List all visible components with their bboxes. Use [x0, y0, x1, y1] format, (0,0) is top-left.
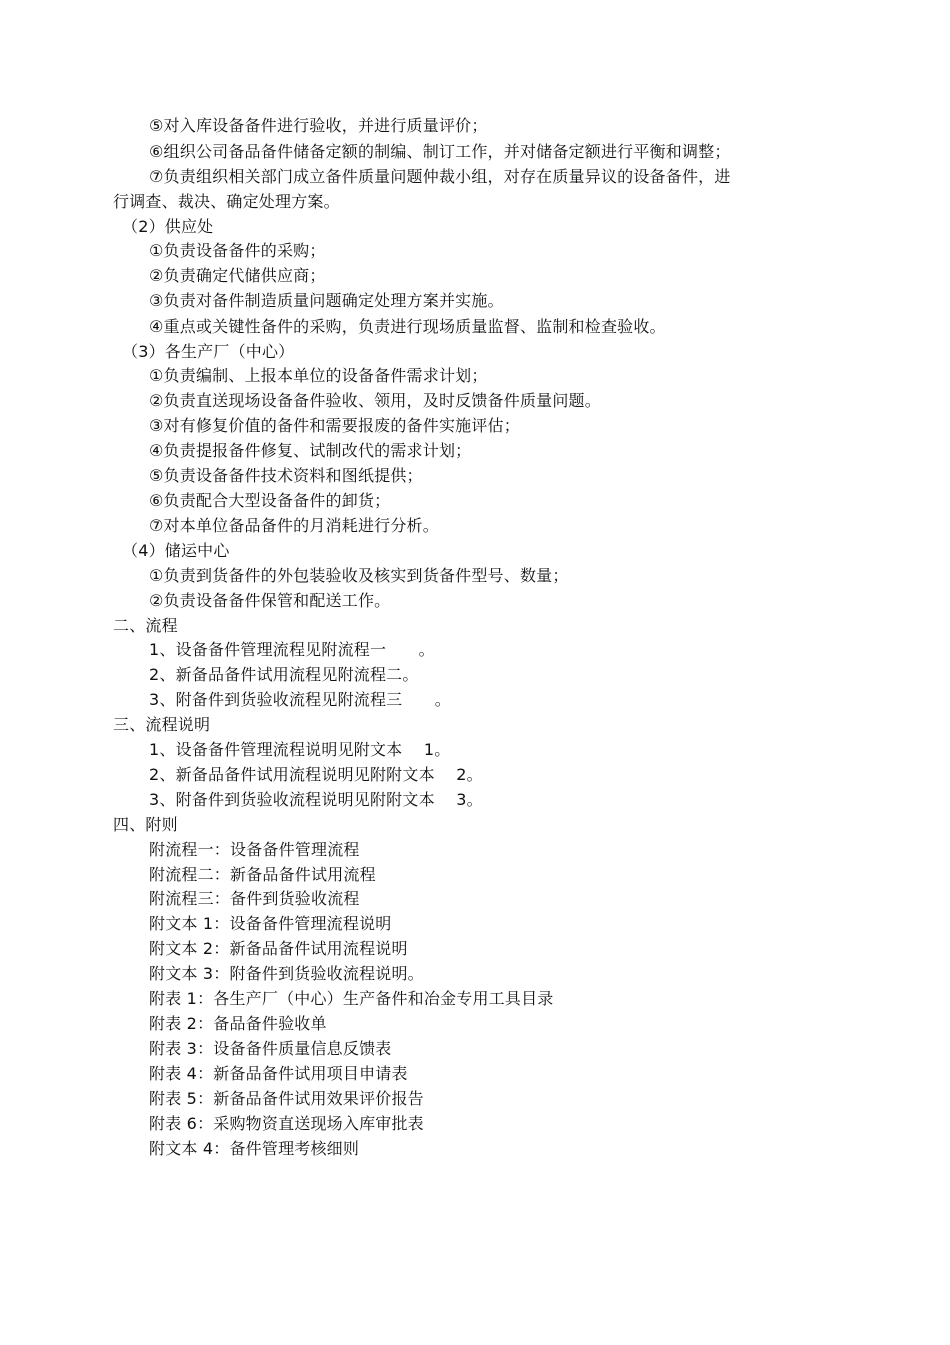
appendix-item: 附流程三：备件到货验收流程 — [149, 889, 360, 908]
text-line: ③负责对备件制造质量问题确定处理方案并实施。 — [149, 291, 504, 310]
appendix-item: 附文本 2：新备品备件试用流程说明 — [149, 939, 408, 958]
text-line: ①负责到货备件的外包装验收及核实到货备件型号、数量； — [149, 566, 569, 585]
appendix-item: 附表 3：设备备件质量信息反馈表 — [149, 1039, 392, 1058]
text-line: 2、新备品备件试用流程见附流程二。 — [149, 665, 419, 684]
text-line: 行调查、裁决、确定处理方案。 — [113, 192, 340, 211]
appendix-item: 附表 2：备品备件验收单 — [149, 1014, 327, 1033]
chapter-heading: 三、流程说明 — [113, 715, 211, 734]
text-line: ⑦负责组织相关部门成立备件质量问题仲裁小组，对存在质量异议的设备备件，进 — [149, 167, 731, 186]
text-line: 3、附备件到货验收流程见附流程三 。 — [149, 690, 451, 709]
text-line: ⑥组织公司备品备件储备定额的制编、制订工作，并对储备定额进行平衡和调整； — [149, 142, 731, 161]
text-line: ①负责编制、上报本单位的设备备件需求计划； — [149, 366, 488, 385]
chapter-heading: 二、流程 — [113, 616, 178, 635]
text-line: ①负责设备备件的采购； — [149, 241, 326, 260]
text-line: 3、附备件到货验收流程说明见附附文本 3。 — [149, 790, 483, 809]
appendix-item: 附文本 1：设备备件管理流程说明 — [149, 914, 392, 933]
appendix-item: 附流程一：设备备件管理流程 — [149, 840, 360, 859]
appendix-item: 附文本 4：备件管理考核细则 — [149, 1139, 360, 1158]
appendix-item: 附流程二：新备品备件试用流程 — [149, 865, 376, 884]
appendix-item: 附文本 3：附备件到货验收流程说明。 — [149, 964, 424, 983]
text-line: ②负责设备备件保管和配送工作。 — [149, 591, 391, 610]
text-line: ⑤对入库设备备件进行验收，并进行质量评价； — [149, 116, 488, 135]
appendix-item: 附表 4：新备品备件试用项目申请表 — [149, 1064, 408, 1083]
text-line: 1、设备备件管理流程见附流程一 。 — [149, 640, 435, 659]
text-line: ⑦对本单位备品备件的月消耗进行分析。 — [149, 516, 439, 535]
text-line: ④负责提报备件修复、试制改代的需求计划； — [149, 441, 472, 460]
section-heading: （4）储运中心 — [122, 541, 230, 560]
section-heading: （2）供应处 — [122, 217, 214, 236]
text-line: 2、新备品备件试用流程说明见附附文本 2。 — [149, 765, 483, 784]
text-line: ⑥负责配合大型设备备件的卸货； — [149, 491, 391, 510]
appendix-item: 附表 5：新备品备件试用效果评价报告 — [149, 1089, 424, 1108]
text-line: ⑤负责设备备件技术资料和图纸提供； — [149, 466, 423, 485]
text-line: ③对有修复价值的备件和需要报废的备件实施评估； — [149, 416, 520, 435]
text-line: ②负责确定代储供应商； — [149, 266, 326, 285]
appendix-item: 附表 1：各生产厂（中心）生产备件和冶金专用工具目录 — [149, 989, 554, 1008]
text-line: ②负责直送现场设备备件验收、领用，及时反馈备件质量问题。 — [149, 391, 601, 410]
appendix-item: 附表 6：采购物资直送现场入库审批表 — [149, 1114, 424, 1133]
section-heading: （3）各生产厂（中心） — [122, 342, 295, 361]
text-line: ④重点或关键性备件的采购，负责进行现场质量监督、监制和检查验收。 — [149, 317, 666, 336]
chapter-heading: 四、附则 — [113, 815, 178, 834]
text-line: 1、设备备件管理流程说明见附文本 1。 — [149, 740, 451, 759]
